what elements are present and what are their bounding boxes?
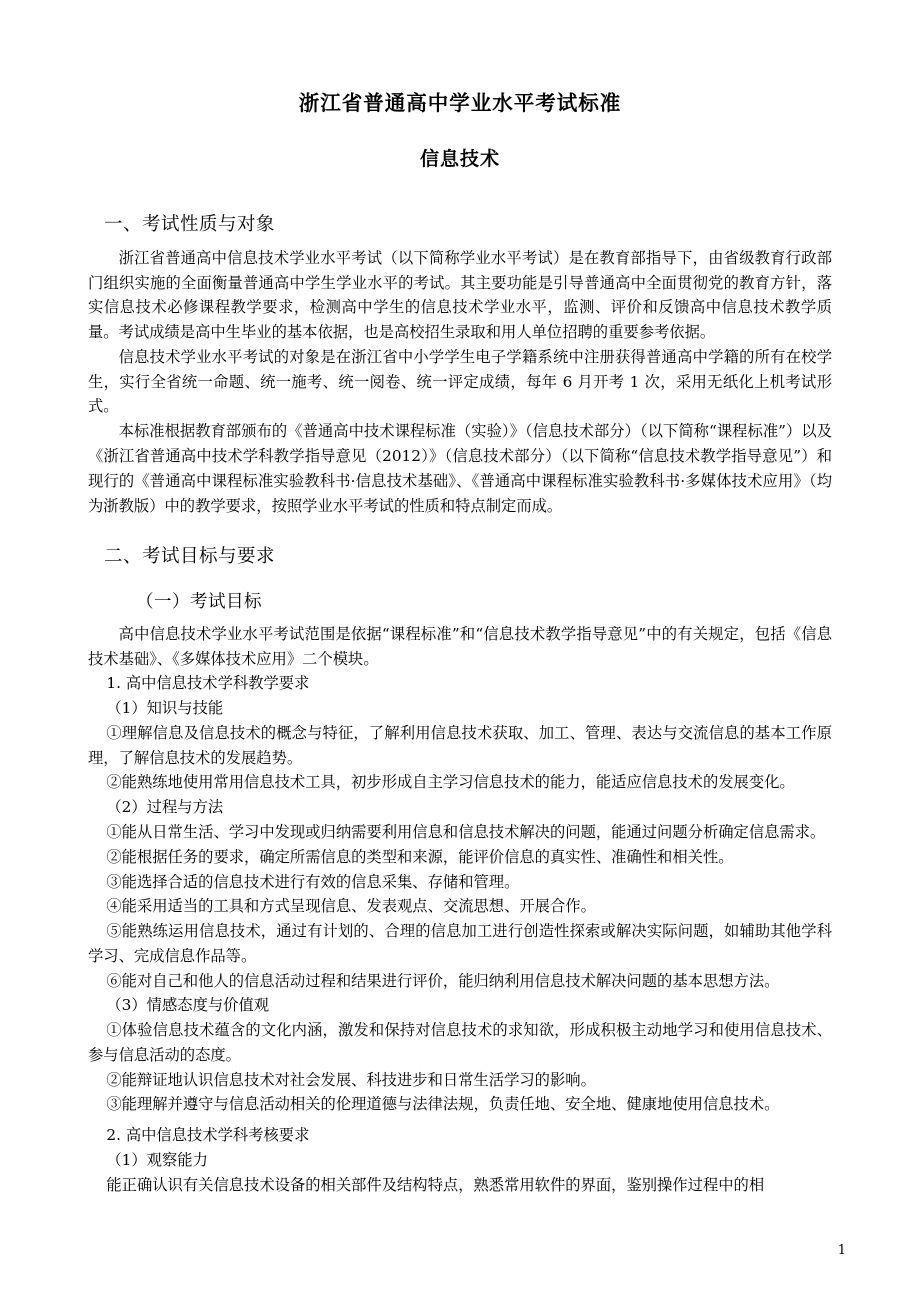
list-item: ②能熟练地使用常用信息技术工具，初步形成自主学习信息技术的能力，能适应信息技术的发展变化。	[106, 773, 795, 792]
subsection-heading-1: （一）考试目标	[136, 591, 262, 612]
list-item: 2. 高中信息技术学科考核要求	[106, 1126, 310, 1145]
list-item: （2）过程与方法	[106, 798, 224, 817]
list-item: ⑤能熟练运用信息技术，通过有计划的、合理的信息加工进行创造性探索或解决实际问题，如辅助其他学科学习、完成信息作品等。	[88, 922, 832, 965]
list-item: ②能根据任务的要求，确定所需信息的类型和来源，能评价信息的真实性、准确性和相关性。	[106, 847, 734, 866]
list-item: （3）情感态度与价值观	[106, 996, 270, 1015]
page-subtitle: 信息技术	[419, 147, 500, 170]
list-item: ①体验信息技术蕴含的文化内涵，激发和保持对信息技术的求知欲，形成积极主动地学习和使用信息技术、参与信息活动的态度。	[88, 1021, 832, 1064]
section-heading-2: 二、考试目标与要求	[104, 546, 276, 568]
paragraph: 浙江省普通高中信息技术学业水平考试（以下简称学业水平考试）是在教育部指导下，由省级教育行政部门组织实施的全面衡量普通高中学生学业水平的考试。其主要功能是引导普通高中全面贯彻党的教育方针，落实信息技术必修课程教学要求，检测高中学生的信息技术学业水平，监测、评价和反馈高中信息技术教学质量。考试成绩是高中生毕业的基本依据，也是高校招生录取和用人单位招聘的重要参考依据。	[88, 248, 832, 342]
list-item: ③能选择合适的信息技术进行有效的信息采集、存储和管理。	[106, 872, 520, 891]
page-title: 浙江省普通高中学业水平考试标准	[298, 91, 622, 115]
list-item: 1. 高中信息技术学科教学要求	[106, 674, 310, 693]
list-item: ③能理解并遵守与信息活动相关的伦理道德与法律法规，负责任地、安全地、健康地使用信息技术。	[106, 1095, 780, 1114]
list-item: ②能辩证地认识信息技术对社会发展、科技进步和日常生活学习的影响。	[106, 1070, 596, 1089]
list-item: ⑥能对自己和他人的信息活动过程和结果进行评价，能归纳利用信息技术解决问题的基本思想方法。	[106, 971, 780, 990]
list-item: ①能从日常生活、学习中发现或归纳需要利用信息和信息技术解决的问题，能通过问题分析确定信息需求。	[106, 822, 826, 841]
paragraph: 信息技术学业水平考试的对象是在浙江省中小学学生电子学籍系统中注册获得普通高中学籍的所有在校学生，实行全省统一命题、统一施考、统一阅卷、统一评定成绩，每年 6 月开考 1 次，采用无纸化上机考试形式。	[88, 347, 832, 416]
section-heading-1: 一、考试性质与对象	[104, 214, 276, 236]
page-number: 1	[837, 1243, 846, 1258]
list-item: 能正确认识有关信息技术设备的相关部件及结构特点，熟悉常用软件的界面，鉴别操作过程中的相	[106, 1175, 765, 1194]
list-item: ①理解信息及信息技术的概念与特征，了解利用信息技术获取、加工、管理、表达与交流信息的基本工作原理，了解信息技术的发展趋势。	[88, 723, 832, 767]
paragraph: 本标准根据教育部颁布的《普通高中技术课程标准（实验）》（信息技术部分）（以下简称“课程标准”）以及《浙江省普通高中技术学科教学指导意见（2012）》（信息技术部分）（以下简称“信息技术教学指导意见”）和现行的《普通高中课程标准实验教科书·信息技术基础》、《普通高中课程标准实验教科书·多媒体技术应用》（均为浙教版）中的教学要求，按照学业水平考试的性质和特点制定而成。	[88, 422, 832, 515]
list-item: ④能采用适当的工具和方式呈现信息、发表观点、交流思想、开展合作。	[106, 897, 596, 916]
list-item: （1）观察能力	[106, 1150, 208, 1169]
list-item: （1）知识与技能	[106, 699, 224, 718]
paragraph: 高中信息技术学业水平考试范围是依据“课程标准”和“信息技术教学指导意见”中的有关规定，包括《信息技术基础》、《多媒体技术应用》二个模块。	[88, 624, 832, 668]
